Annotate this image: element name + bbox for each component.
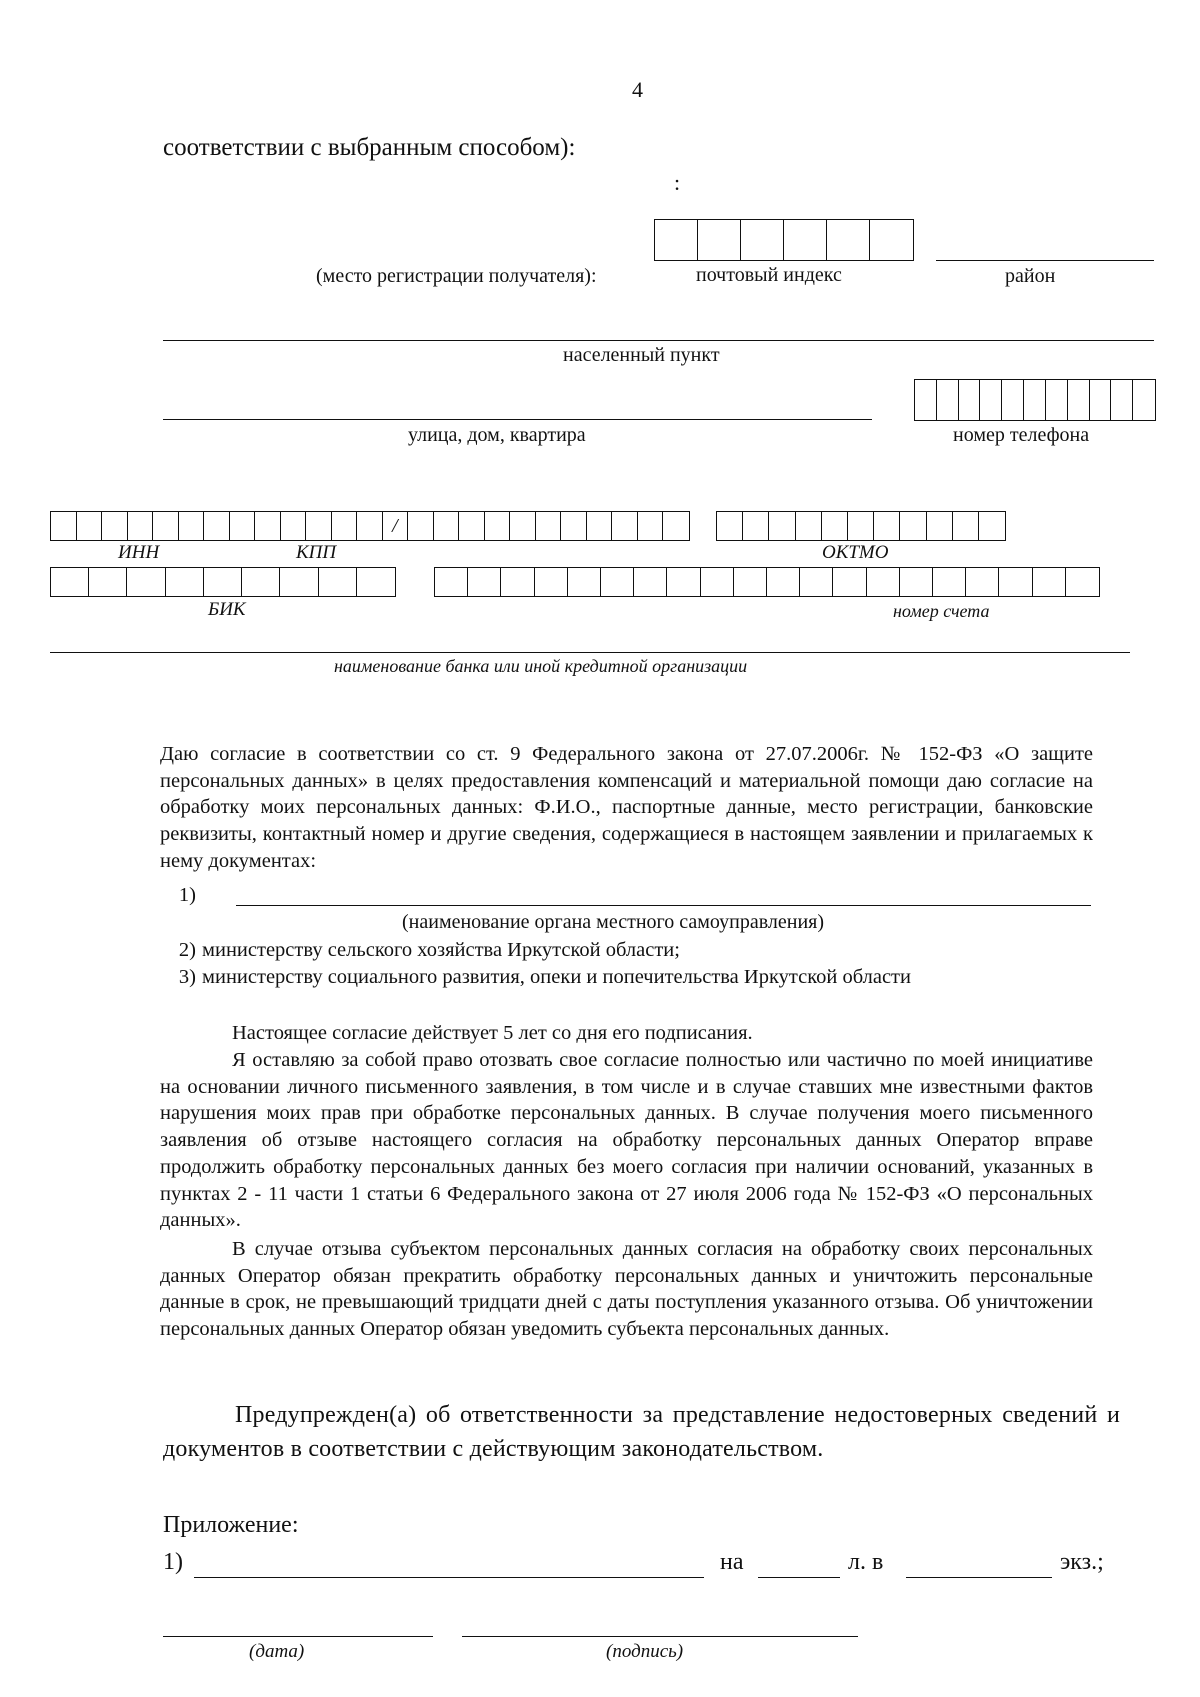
registration-label: (место регистрации получателя): [316, 265, 597, 287]
attachment-pages-line[interactable] [758, 1577, 840, 1578]
consent-intro: Даю согласие в соответствии со ст. 9 Федерального закона от 27.07.2006г. № 152-ФЗ «О защите персональных данных» в целях предоставления компенсаций и материальной помощи даю согласие на обработку моих персональных данных: Ф.И.О., паспортные данные, место регистрации, банковские реквизиты, контактный номер и другие сведения, содержащиеся в настоящем заявлении и прилагаемых к нему документах: [160, 743, 1093, 872]
consent-item-3 [158, 966, 911, 989]
list-number: 1) [178, 884, 196, 906]
bik-boxes[interactable] [50, 567, 396, 597]
bik-label: БИК [208, 599, 246, 620]
signature-line[interactable] [462, 1636, 858, 1637]
account-boxes[interactable] [434, 567, 1100, 597]
district-label: район [1005, 265, 1056, 287]
oktmo-label: ОКТМО [822, 542, 889, 563]
inn-label: ИНН [118, 542, 160, 563]
consent-revoke: Я оставляю за собой право отозвать свое согласие полностью или частично по моей инициативе на основании личного письменного заявления, в том числе и в случае ставших мне известными фактов нарушения моих прав при обработке персональных данных. В случае получения моего письменного заявления об отзыве настоящего согласия на обработку персональных данных Оператор вправе продолжить обработку персональных данных без моего согласия при наличии оснований, указанных в пунктах 2 - 11 части 1 статьи 6 Федерального закона от 27 июля 2006 года № 152-ФЗ «О персональных данных». [160, 1049, 1093, 1232]
consent-item-1 [158, 884, 202, 907]
attachment-na: на [720, 1549, 744, 1575]
street-line[interactable] [163, 419, 872, 420]
consent-validity: Настоящее согласие действует 5 лет со дня его подписания. [232, 1022, 753, 1044]
attachment-copies-line[interactable] [906, 1577, 1052, 1578]
phone-label: номер телефона [953, 424, 1090, 446]
bank-label: наименование банка или иной кредитной организации [334, 656, 748, 676]
oktmo-boxes[interactable] [716, 511, 1006, 541]
attachment-l-v: л. в [848, 1549, 884, 1575]
locality-label: населенный пункт [563, 344, 720, 366]
colon-mark: : [674, 170, 681, 195]
liability-warning: Предупрежден(а) об ответственности за представление недостоверных сведений и документов в соответствии с действующим законодательством. [163, 1402, 1120, 1462]
list-number: 3) [178, 966, 196, 988]
attachment-ekz: экз.; [1060, 1549, 1104, 1575]
street-label: улица, дом, квартира [408, 424, 586, 446]
attachment-name-line[interactable] [194, 1577, 704, 1578]
list-text: министерству социального развития, опеки и попечительства Иркутской области [202, 966, 911, 988]
inn-kpp-separator: / [383, 512, 409, 540]
postal-index-label: почтовый индекс [696, 264, 842, 286]
locality-line[interactable] [163, 340, 1154, 341]
bank-name-line[interactable] [50, 652, 1130, 653]
page-number: 4 [632, 77, 643, 102]
continuation-line: соответствии с выбранным способом): [163, 134, 576, 161]
account-label: номер счета [893, 601, 990, 621]
attachment-num: 1) [163, 1549, 183, 1575]
kpp-label: КПП [296, 542, 337, 563]
consent-withdrawal: В случае отзыва субъектом персональных данных согласия на обработку своих персональных данных Оператор обязан прекратить обработку персональных данных и уничтожить персональные данные в срок, не превышающий тридцати дней с даты поступления указанного отзыва. Об уничтожении персональных данных Оператор обязан уведомить субъекта персональных данных. [160, 1238, 1093, 1341]
date-label: (дата) [249, 1641, 305, 1662]
local-authority-line[interactable] [236, 905, 1091, 906]
list-text: министерству сельского хозяйства Иркутской области; [202, 939, 680, 961]
local-authority-caption: (наименование органа местного самоуправления) [402, 911, 825, 933]
inn-kpp-boxes[interactable] [50, 511, 690, 541]
signature-label: (подпись) [606, 1641, 684, 1662]
phone-boxes[interactable] [914, 379, 1156, 421]
postal-index-boxes[interactable] [654, 219, 914, 261]
list-number: 2) [178, 939, 196, 961]
district-line[interactable] [936, 260, 1154, 261]
attachment-title: Приложение: [163, 1512, 299, 1538]
consent-item-2 [158, 939, 680, 962]
date-line[interactable] [163, 1636, 433, 1637]
